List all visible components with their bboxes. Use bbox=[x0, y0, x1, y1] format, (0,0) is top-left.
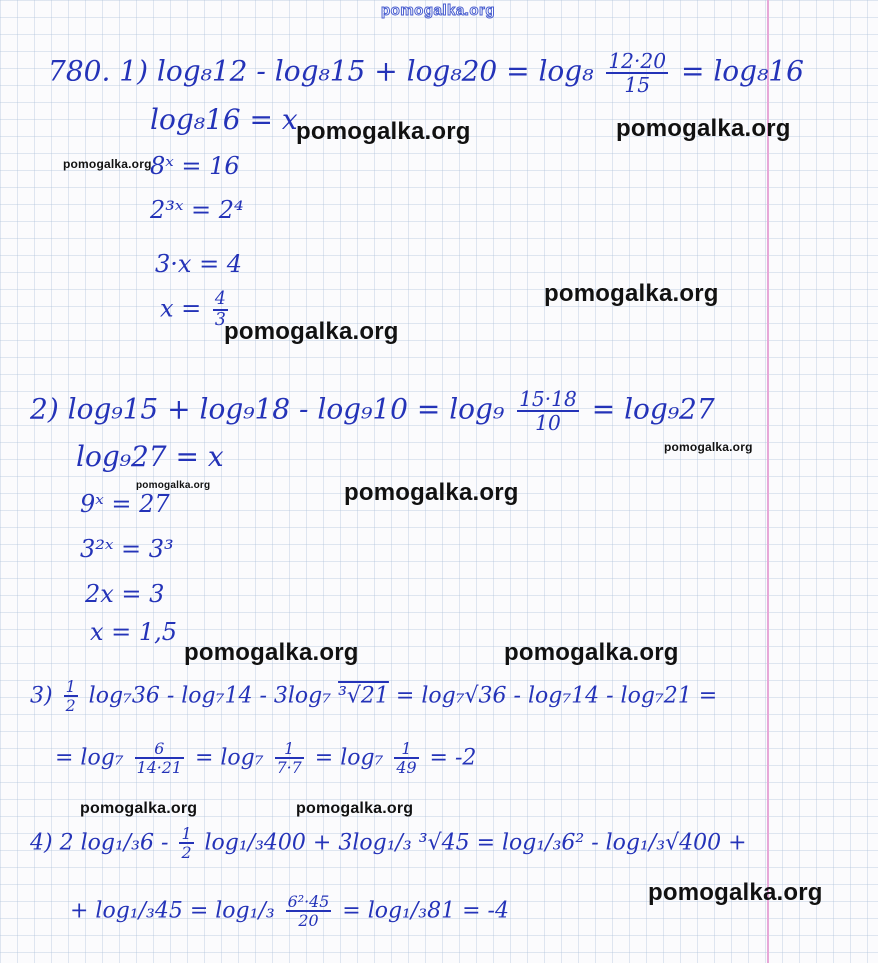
watermark: pomogalka.org bbox=[544, 280, 719, 307]
part-3-frac-1 bbox=[135, 740, 184, 777]
part-1-frac-num: 12·20 bbox=[608, 49, 667, 73]
watermark: pomogalka.org bbox=[80, 800, 198, 817]
part-1-fraction bbox=[606, 50, 668, 96]
part-3-f3-num: 1 bbox=[394, 740, 418, 759]
part-1-step-3: 2³ˣ = 2⁴ bbox=[150, 196, 244, 224]
site-watermark: pomogalka.org bbox=[381, 2, 496, 19]
part-2-rhs: = log₉27 bbox=[591, 392, 715, 426]
part-1-frac-den: 15 bbox=[624, 73, 651, 98]
watermark: pomogalka.org bbox=[648, 879, 823, 906]
part-3-f1-num: 6 bbox=[135, 740, 184, 759]
part-3-lhs: log₇36 - log₇14 - 3log₇ bbox=[88, 683, 332, 709]
part-3-l2-pre: = log₇ bbox=[55, 745, 124, 771]
part-4-l2-pre: + log₁/₃45 = log₁/₃ bbox=[70, 898, 275, 924]
part-3-label: 3) bbox=[30, 683, 53, 709]
part-1-log: log₈ bbox=[538, 54, 594, 88]
watermark: pomogalka.org bbox=[136, 480, 211, 491]
part-1-result-den: 3 bbox=[214, 310, 226, 330]
part-1-label: 1) bbox=[119, 54, 148, 88]
part-2-fraction bbox=[517, 388, 579, 434]
watermark: pomogalka.org bbox=[504, 639, 679, 666]
part-1-lhs: log₈12 - log₈15 + log₈20 = bbox=[156, 54, 530, 88]
part-2-step-1: log₉27 = x bbox=[76, 440, 224, 473]
part-3-f2-den: 7·7 bbox=[276, 758, 302, 778]
problem-4-line-2 bbox=[70, 893, 509, 930]
part-2-frac-num: 15·18 bbox=[519, 387, 577, 411]
problem-2-line-1 bbox=[30, 388, 715, 434]
part-3-half-num: 1 bbox=[65, 677, 76, 696]
watermark: pomogalka.org bbox=[296, 800, 414, 817]
part-4-a: 2 log₁/₃6 - bbox=[59, 830, 169, 856]
part-2-frac-den: 10 bbox=[535, 411, 561, 436]
margin-line bbox=[767, 0, 769, 963]
part-3-frac-2 bbox=[275, 740, 304, 777]
problem-number: 780. bbox=[48, 54, 111, 88]
part-4-b: log₁/₃400 + 3log₁/₃ ³√45 = log₁/₃6² - log₁/₃√400 + bbox=[204, 830, 747, 856]
problem-1-line-1 bbox=[48, 50, 804, 96]
part-2-label: 2) bbox=[30, 392, 59, 426]
problem-3-line-2 bbox=[55, 740, 476, 777]
part-1-step-1: log₈16 = x bbox=[150, 103, 298, 136]
part-1-step-2: 8ˣ = 16 bbox=[150, 152, 240, 180]
part-4-fraction bbox=[286, 893, 332, 930]
part-1-result bbox=[160, 290, 232, 330]
part-2-step-3: 3²ˣ = 3³ bbox=[80, 535, 174, 563]
part-2-log: log₉ bbox=[449, 392, 505, 426]
part-3-frac-3 bbox=[394, 740, 418, 777]
watermark: pomogalka.org bbox=[224, 318, 399, 345]
watermark: pomogalka.org bbox=[344, 479, 519, 506]
part-3-f3-den: 49 bbox=[396, 758, 417, 778]
part-1-result-lhs: x = bbox=[160, 294, 202, 323]
part-4-l2-end: = log₁/₃81 = -4 bbox=[342, 898, 509, 924]
part-3-half bbox=[64, 678, 78, 715]
watermark: pomogalka.org bbox=[664, 440, 753, 454]
part-3-cube-root: ³√21 bbox=[338, 683, 389, 709]
watermark: pomogalka.org bbox=[184, 639, 359, 666]
problem-3-line-1 bbox=[30, 678, 717, 715]
part-2-step-2: 9ˣ = 27 bbox=[80, 490, 170, 518]
part-4-label: 4) bbox=[30, 830, 53, 856]
part-2-step-4: 2x = 3 bbox=[85, 580, 165, 608]
part-3-l2-mid2: = log₇ bbox=[314, 745, 384, 771]
part-1-result-num: 4 bbox=[214, 289, 226, 309]
part-3-l2-mid: = log₇ bbox=[194, 745, 264, 771]
watermark: pomogalka.org bbox=[296, 118, 471, 145]
part-3-l2-end: = -2 bbox=[429, 745, 477, 771]
watermark: pomogalka.org bbox=[63, 157, 152, 171]
problem-4-line-1 bbox=[30, 825, 747, 862]
part-2-step-5: x = 1,5 bbox=[90, 618, 178, 646]
part-3-f1-den: 14·21 bbox=[136, 758, 182, 778]
part-1-rhs: = log₈16 bbox=[680, 54, 804, 88]
part-2-lhs: log₉15 + log₉18 - log₉10 = bbox=[67, 392, 441, 426]
part-4-frac-num: 6²·45 bbox=[287, 892, 330, 911]
part-3-rhs: = log₇√36 - log₇14 - log₇21 = bbox=[395, 683, 718, 709]
part-4-half bbox=[179, 825, 193, 862]
part-3-f2-num: 1 bbox=[275, 740, 304, 759]
part-4-half-den: 2 bbox=[181, 843, 192, 863]
part-3-half-den: 2 bbox=[65, 696, 76, 716]
part-4-frac-den: 20 bbox=[298, 911, 319, 931]
watermark: pomogalka.org bbox=[616, 115, 791, 142]
part-1-step-4: 3·x = 4 bbox=[155, 250, 243, 278]
part-4-half-num: 1 bbox=[181, 824, 192, 843]
